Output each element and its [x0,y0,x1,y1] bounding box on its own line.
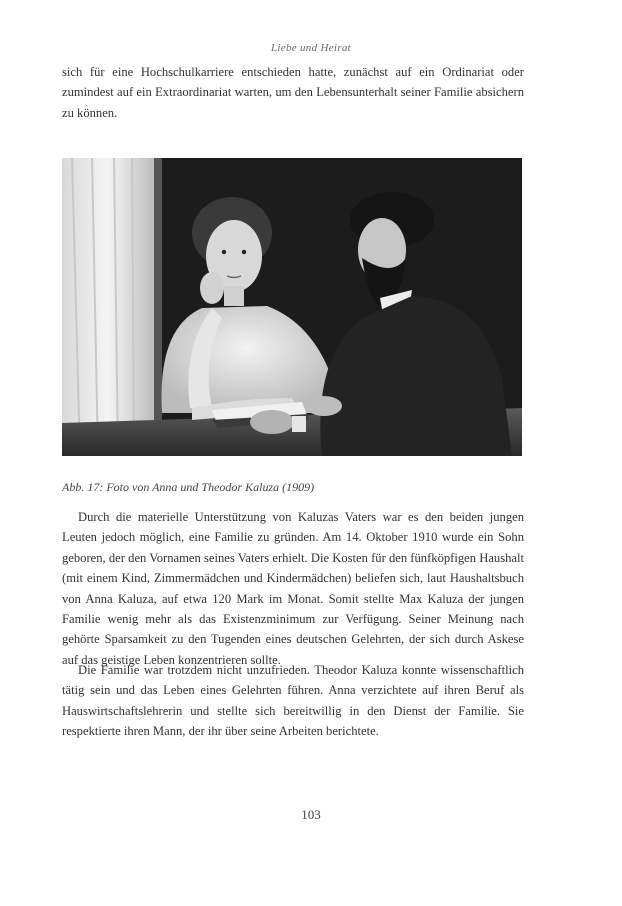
page-number: 103 [301,807,321,822]
paragraph: Die Familie war trotzdem nicht unzufrieden. Theodor Kaluza konnte wissenschaftlich tätig sein und das Leben eines Gelehrten führen. Anna verzichtete auf ihren Beruf als Hauswirtschaftslehrerin und stellte sich bereitwillig in den Dienst der Familie. Sie respektierte ihren Mann, der ihr über seine Arbeiten berichtete. [62,663,524,739]
historical-photograph [62,158,522,456]
running-head: Liebe und Heirat [271,42,351,54]
figure-caption: Abb. 17: Foto von Anna und Theodor Kaluza (1909) [62,480,315,494]
paragraph: Durch die materielle Unterstützung von Kaluzas Vaters war es den beiden jungen Leuten jedoch möglich, eine Familie zu gründen. Am 14. Oktober 1910 wurde ein Sohn geboren, der den Vornamen seines Vaters erhielt. Die Kosten für den fünfköpfigen Haushalt (mit einem Kind, Zimmermädchen und Kindermädchen) beliefen sich, laut Haushaltsbuch von Anna Kaluza, auf etwa 120 Mark im Monat. Somit stellte Max Kaluza der jungen Familie wenig mehr als das Existenzminimum zur Verfügung. Seiner Meinung nach gehörte Sparsamkeit zu den Tugenden eines deutschen Gelehrten, der sich durch Askese auf das geistige Leben konzentrieren sollte. [62,510,524,667]
photo-illustration [62,158,522,456]
paragraph-continuation: sich für eine Hochschulkarriere entschieden hatte, zunächst auf ein Ordinariat oder zumindest auf ein Extraordinariat warten, um den Lebensunterhalt seiner Familie absichern zu können. [62,65,524,120]
